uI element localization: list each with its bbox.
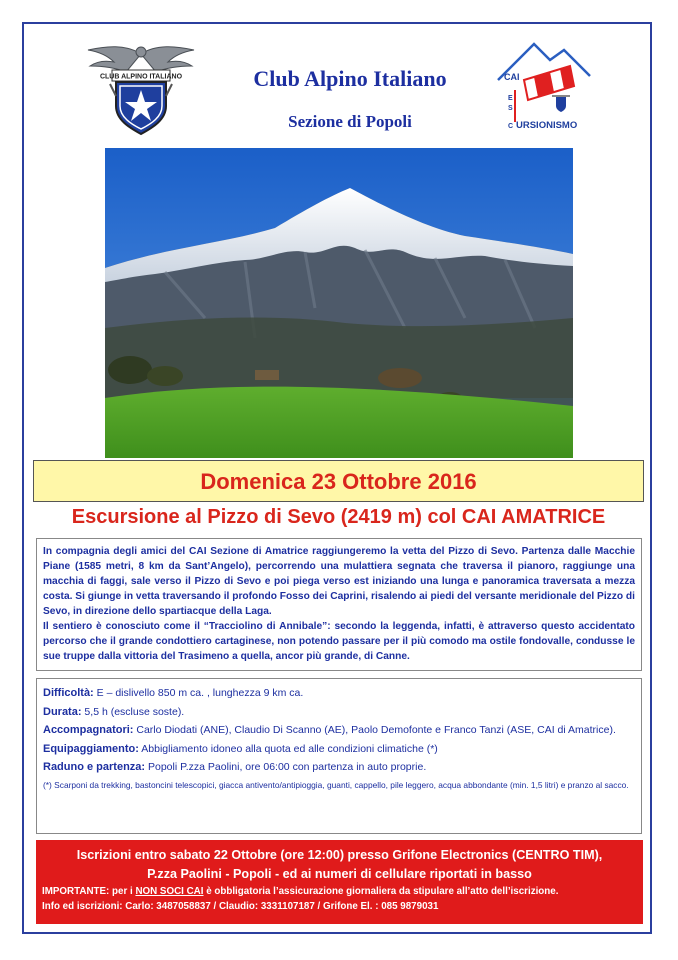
logo-banner-text: CLUB ALPINO ITALIANO bbox=[99, 73, 183, 81]
event-date: Domenica 23 Ottobre 2016 bbox=[200, 469, 477, 494]
page-subtitle: Sezione di Popoli bbox=[288, 112, 412, 131]
equipment-value: Abbigliamento idoneo alla quota ed alle condizioni climatiche (*) bbox=[138, 742, 438, 755]
svg-text:E: E bbox=[508, 95, 513, 102]
contact-info: Info ed iscrizioni: Carlo: 3487058837 / Claudio: 3331107187 / Grifone El. : 085 9879031 bbox=[42, 901, 439, 912]
duration-value: 5,5 h (escluse soste). bbox=[81, 705, 185, 718]
description-paragraph-2: Il sentiero è conosciuto come il “Tracciolino di Annibale”: secondo la leggenda, infatti, è attraverso questo accidentato percorso che il grande condottiero cartaginese, non potendo passare per il più comodo ma ostile fondovalle, condusse le sue truppe dalla vittoria del Trasimeno a quella, ancor più grande, di Canne. bbox=[43, 621, 635, 662]
duration-label: Durata: bbox=[43, 705, 82, 718]
guides-label: Accompagnatori: bbox=[43, 724, 134, 736]
equipment-label: Equipaggiamento: bbox=[43, 742, 139, 755]
important-prefix: IMPORTANTE: per i bbox=[42, 886, 136, 897]
important-note bbox=[42, 884, 637, 899]
event-headline: Escursione al Pizzo di Sevo (2419 m) col CAI AMATRICE bbox=[71, 506, 606, 528]
duration-row bbox=[43, 703, 635, 722]
meeting-label: Raduno e partenza: bbox=[43, 761, 146, 773]
non-soci-cai: NON SOCI CAI bbox=[135, 886, 204, 897]
registration-line-2: P.zza Paolini - Popoli - ed ai numeri di cellulare riportati in basso bbox=[147, 867, 532, 881]
meeting-value: Popoli P.zza Paolini, ore 06:00 con partenza in auto proprie. bbox=[145, 761, 427, 773]
logo-escursionismo-text: URSIONISMO bbox=[516, 120, 578, 131]
mountain-photo-icon bbox=[105, 148, 573, 458]
logo-cai-text: CAI bbox=[504, 72, 520, 82]
difficulty-value: E – dislivello 850 m ca. , lunghezza 9 km ca. bbox=[93, 687, 304, 699]
equipment-row bbox=[43, 740, 635, 759]
description-box bbox=[36, 538, 642, 671]
event-date-box bbox=[33, 460, 644, 502]
guides-value: Carlo Diodati (ANE), Claudio Di Scanno (AE), Paolo Demofonte e Franco Tanzi (ASE, CAI di Amatrice). bbox=[133, 724, 616, 736]
equipment-note: (*) Scarponi da trekking, bastoncini telescopici, giacca antivento/antipioggia, guanti, cappello, pile leggero, acqua abbondante (min. 1,5 litri) e pranzo al sacco. bbox=[43, 779, 629, 790]
guides-row bbox=[43, 721, 635, 740]
difficulty-label: Difficoltà: bbox=[43, 687, 94, 699]
description-paragraph-1: In compagnia degli amici del CAI Sezione di Amatrice raggiungeremo la vetta del Pizzo di Sevo. Partenza dalle Macchie Piane (1585 metri, 8 km da Sant’Angelo), percorrendo una mulattiera segnata che traversa il pianoro, raggiunge una macchia di faggi, sale verso il Pizzo di Sevo e poi piega verso est iniziando una lunga e panoramica traversata a mezza costa. Si giunge in vetta traversando il profondo Fosso dei Caprini, risalendo ai piedi del versante meridionale del Pizzo di Sevo, in direzione dello spartiacque della Laga. bbox=[43, 546, 635, 617]
svg-text:C: C bbox=[508, 123, 514, 130]
cai-escursionismo-logo-icon bbox=[494, 40, 592, 134]
svg-text:S: S bbox=[508, 105, 513, 112]
meeting-row bbox=[43, 758, 635, 777]
cai-eagle-logo-icon bbox=[86, 40, 196, 140]
difficulty-row bbox=[43, 684, 635, 703]
page-title: Club Alpino Italiano bbox=[253, 66, 447, 91]
important-suffix: è obbligatoria l’assicurazione giornaliera da stipulare all’atto dell’iscrizione. bbox=[203, 886, 559, 897]
registration-line-1: Iscrizioni entro sabato 22 Ottobre (ore 12:00) presso Grifone Electronics (CENTRO TIM), bbox=[76, 848, 603, 862]
details-box bbox=[36, 678, 642, 834]
registration-footer bbox=[36, 840, 643, 924]
